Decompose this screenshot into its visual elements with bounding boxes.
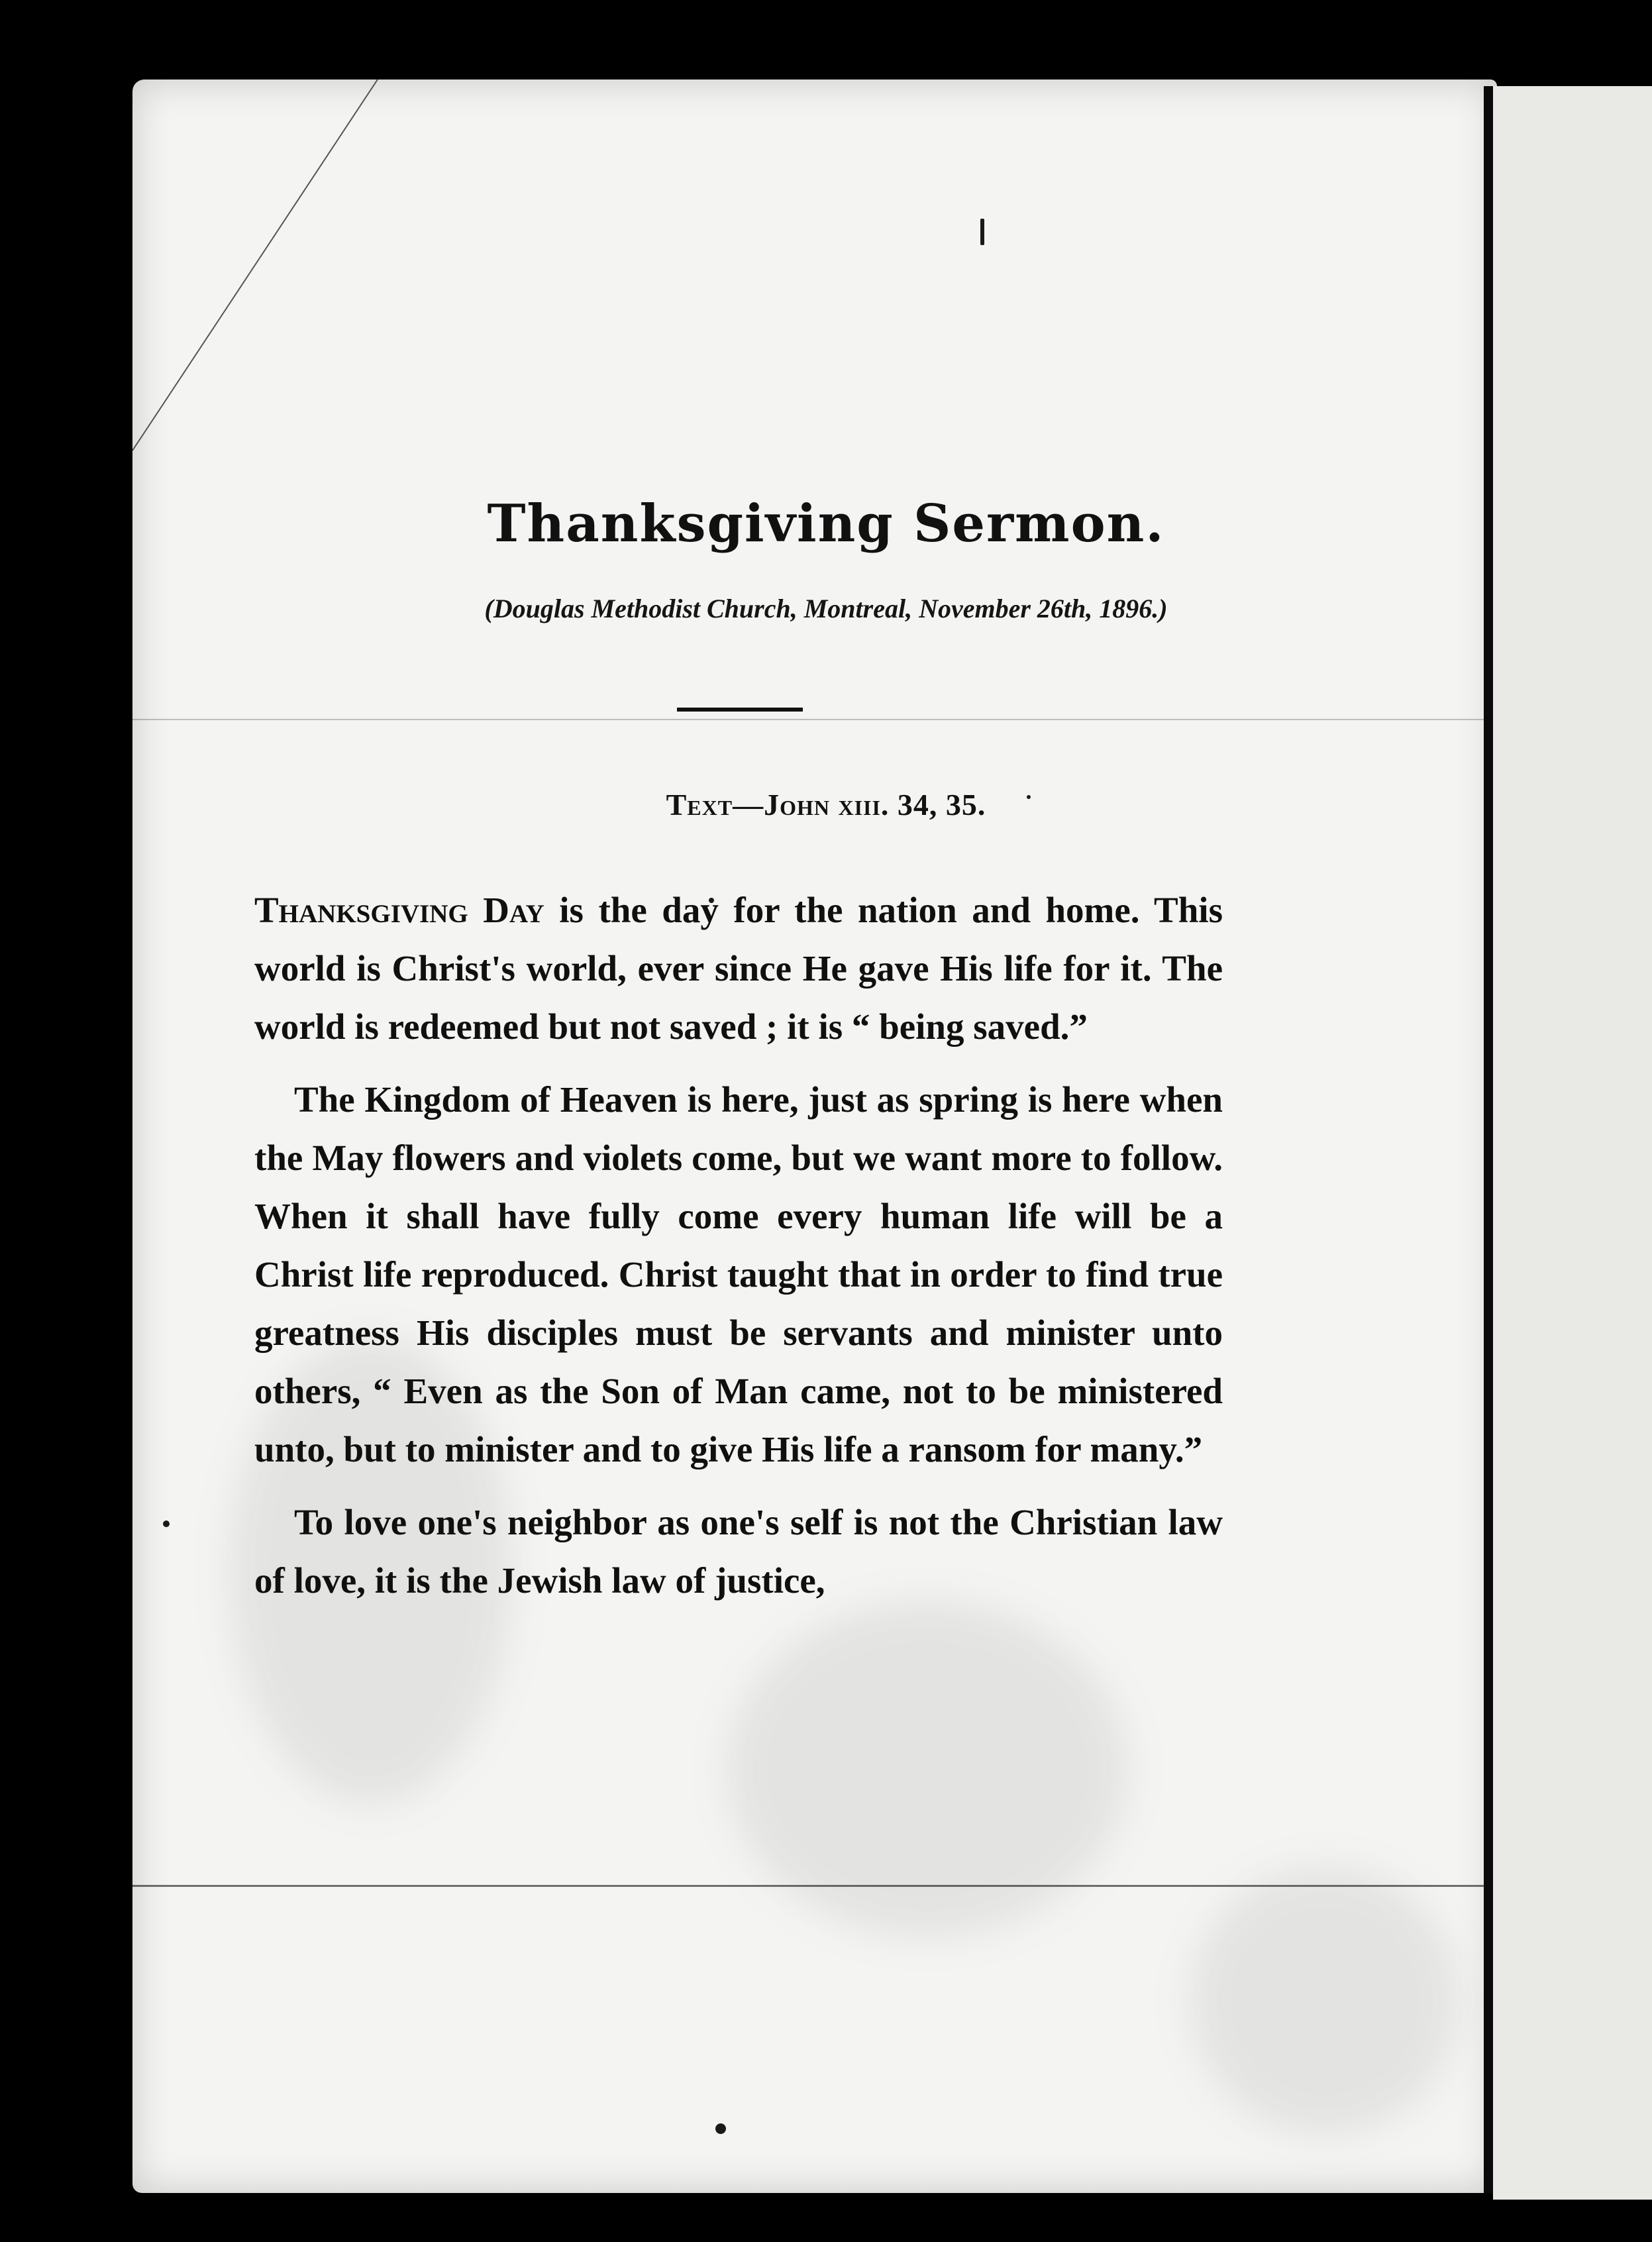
page-smudge: [1192, 1868, 1457, 2133]
page-gutter: [1484, 86, 1493, 2193]
ink-speck: [163, 1521, 170, 1527]
ink-speck: [715, 2123, 726, 2134]
document-title: Thanksgiving Sermon.: [487, 494, 1165, 554]
title-rule: [677, 708, 803, 712]
paragraph: [254, 1493, 1223, 1610]
scan-artifact-line: [132, 719, 1497, 720]
paragraph: [254, 1071, 1223, 1479]
paragraph: [254, 881, 1223, 1056]
scripture-book: John: [764, 788, 830, 822]
scripture-dash: —: [733, 788, 764, 822]
paragraph-lead: Thanksgiving Day: [254, 890, 544, 930]
document-subtitle: (Douglas Methodist Church, Montreal, November 26th, 1896.): [484, 594, 1168, 623]
scripture-prefix: Text: [666, 788, 733, 822]
ink-speck: [980, 219, 984, 245]
paragraph-text: The Kingdom of Heaven is here, just as spring is here when the May flowers and violets come, but we want more to follow. When it shall have fully come every human life will be a Christ life reproduced. Christ taught that in order to find true greatness His disciples must be servants and minister unto others, “ Even as the Son of Man came, not to be ministered unto, but to minister and to give His life a ransom for many.”: [254, 1079, 1223, 1469]
paragraph-text: is the day for the nation and home. This world is Christ's world, ever since He gave His life for it. The world is redeemed but not saved ; it is “ being saved.”: [254, 890, 1223, 1047]
scripture-reference: [0, 787, 1652, 822]
scripture-verse: xiii. 34, 35.: [829, 788, 986, 822]
scan-artifact-line: [132, 1885, 1497, 1887]
sermon-body: [254, 881, 1223, 1625]
adjacent-page-edge: [1493, 86, 1652, 2200]
paragraph-text: To love one's neighbor as one's self is not the Christian law of love, it is the Jewish law of justice,: [254, 1502, 1223, 1601]
